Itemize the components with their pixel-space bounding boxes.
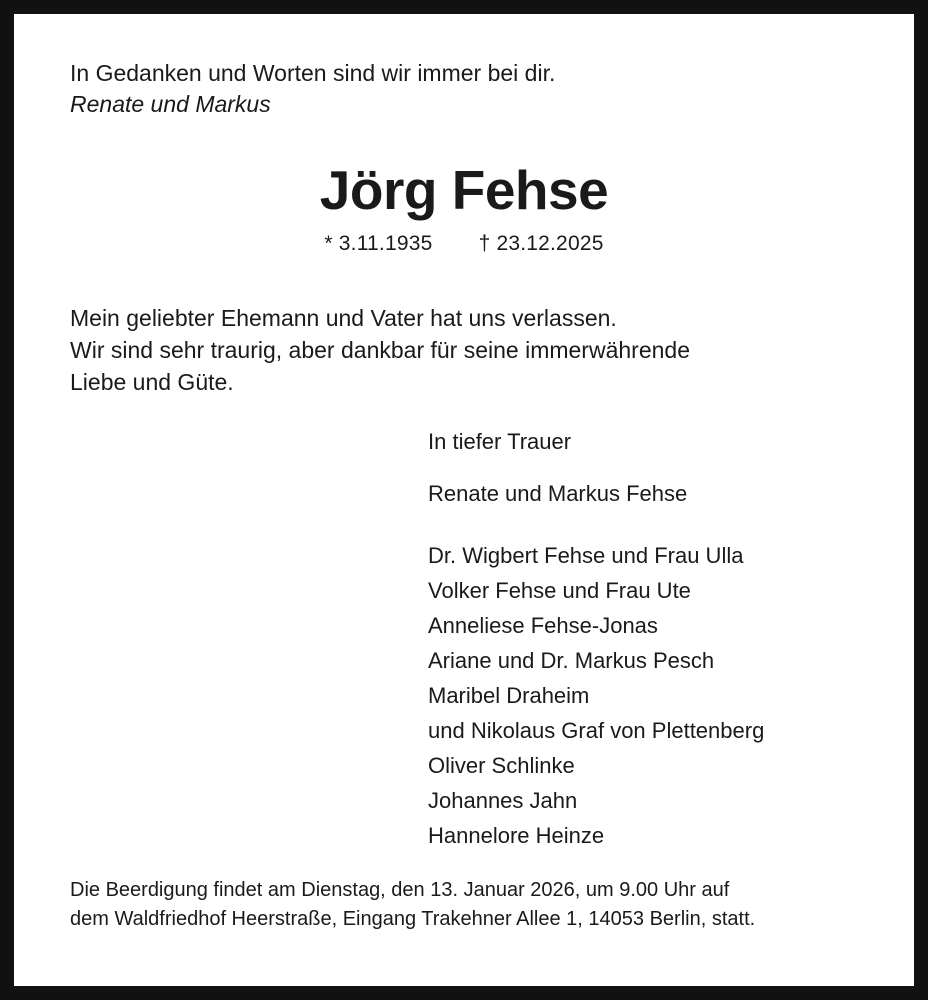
intro-line: In Gedanken und Worten sind wir immer bei dir.	[70, 60, 556, 86]
intro-signers: Renate und Markus	[70, 91, 271, 117]
mourners-block	[70, 424, 858, 853]
message-line-3: Liebe und Güte.	[70, 369, 234, 395]
funeral-line-2: dem Waldfriedhof Heerstraße, Eingang Trakehner Allee 1, 14053 Berlin, statt.	[70, 908, 756, 930]
mourner-line: Johannes Jahn	[428, 788, 578, 813]
mourner-line: Oliver Schlinke	[428, 753, 575, 778]
birth-date: * 3.11.1935	[324, 232, 433, 255]
mourner-line: Hannelore Heinze	[428, 823, 605, 848]
life-dates	[70, 232, 858, 256]
mourner-line: Dr. Wigbert Fehse und Frau Ulla	[428, 543, 744, 568]
mourning-lead: In tiefer Trauer	[428, 429, 572, 454]
mourner-line: Volker Fehse und Frau Ute	[428, 578, 691, 603]
death-date: † 23.12.2025	[478, 232, 604, 255]
message-line-1: Mein geliebter Ehemann und Vater hat uns verlassen.	[70, 305, 617, 331]
mourner-line: und Nikolaus Graf von Plettenberg	[428, 718, 765, 743]
obituary-inner-frame	[14, 14, 914, 986]
funeral-details	[70, 876, 858, 934]
funeral-line-1: Die Beerdigung findet am Dienstag, den 13. Januar 2026, um 9.00 Uhr auf	[70, 879, 730, 901]
mourner-line: Maribel Draheim	[428, 683, 590, 708]
mourner-line: Anneliese Fehse-Jonas	[428, 613, 658, 638]
principal-mourners: Renate und Markus Fehse	[428, 481, 688, 506]
intro-block	[70, 58, 858, 120]
deceased-name: Jörg Fehse	[319, 159, 609, 221]
name-block	[70, 160, 858, 256]
mourner-line: Ariane und Dr. Markus Pesch	[428, 648, 715, 673]
message-line-2: Wir sind sehr traurig, aber dankbar für seine immerwährende	[70, 337, 690, 363]
message-block	[70, 302, 858, 398]
